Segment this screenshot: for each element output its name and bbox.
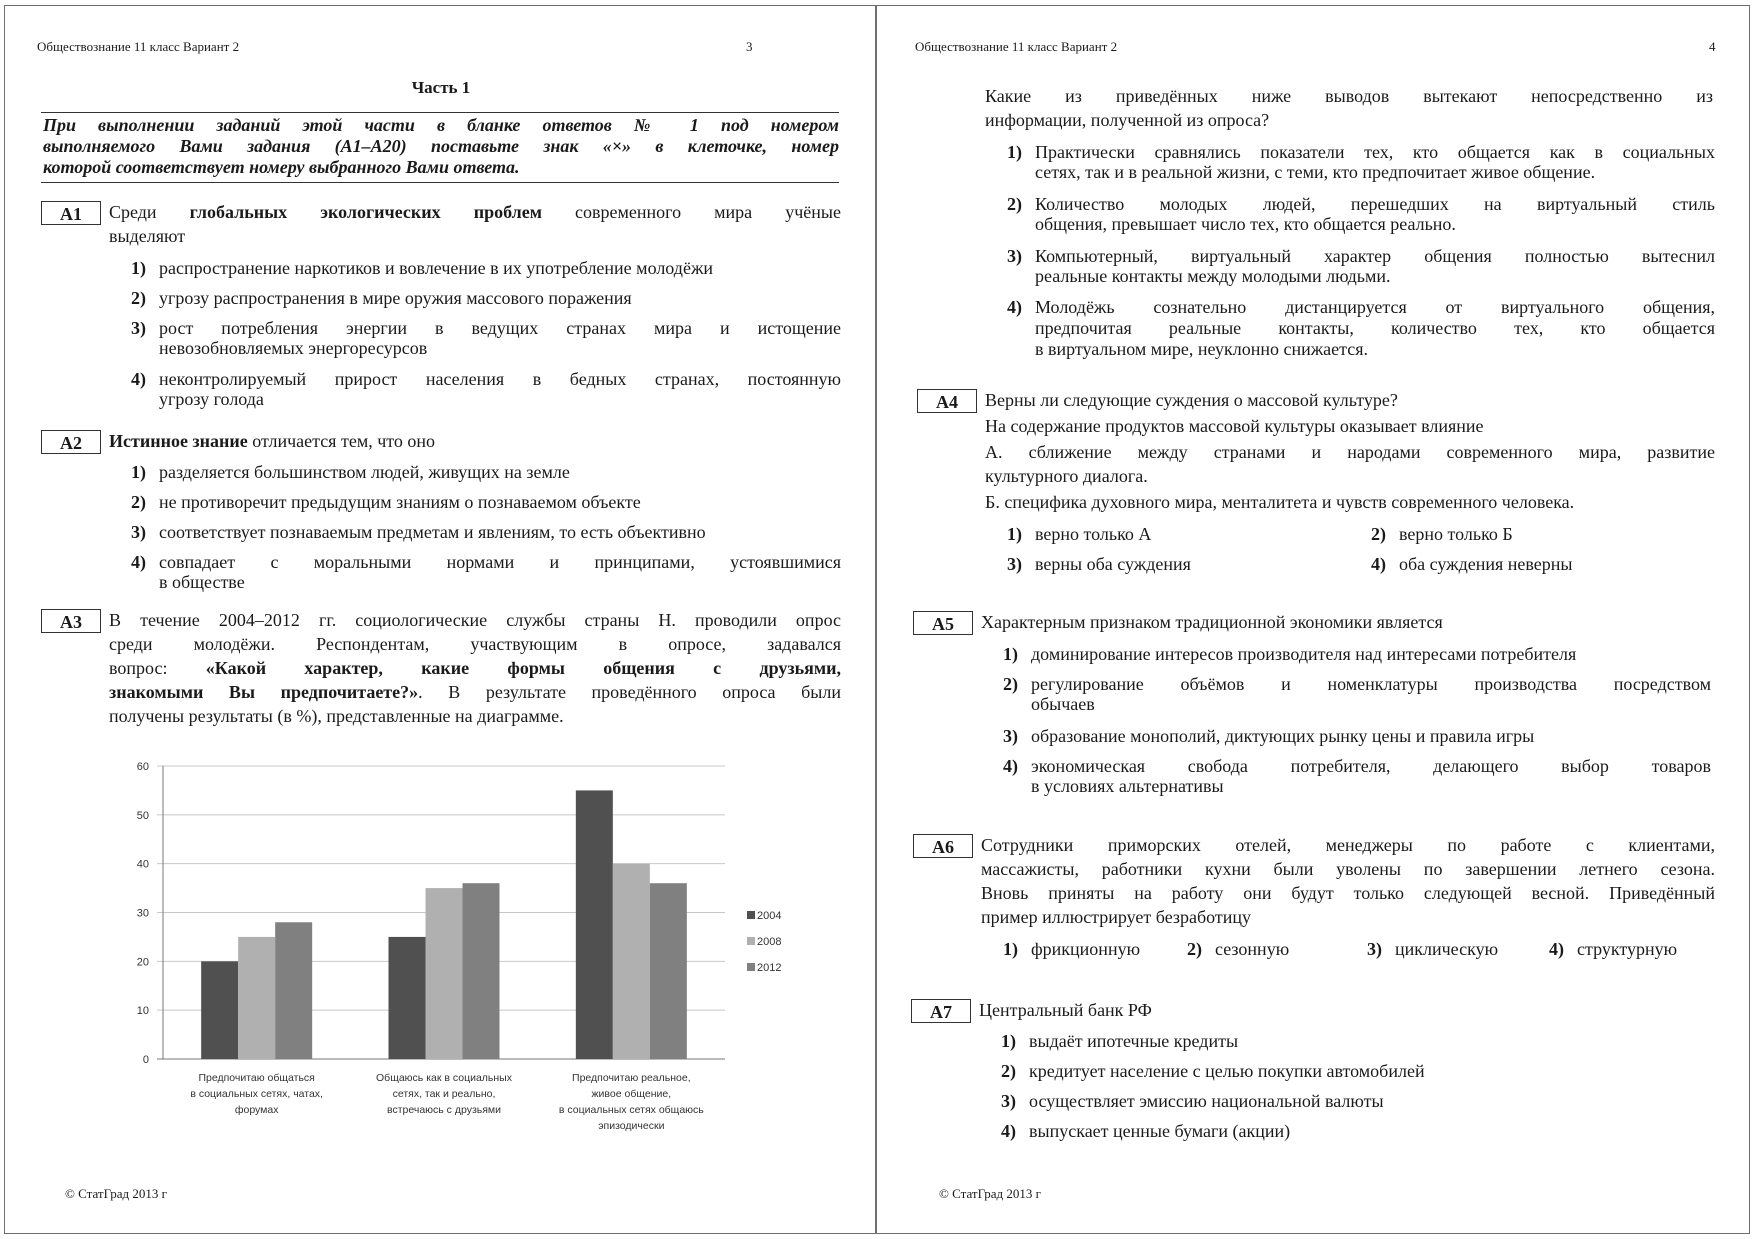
page-header-subject: Обществознание 11 класс Вариант 2 [37, 39, 240, 54]
a3-text-line2: среди молодёжи. Респондентам, участвующим в опросе, задавался [109, 634, 841, 654]
a3-option-3[interactable]: 3) Компьютерный, виртуальный характер общения полностью вытеснил реальные контакты между молодыми людьми. [1007, 246, 1715, 286]
legend-label: 2008 [757, 936, 782, 948]
a5-option-2[interactable]: 2) регулирование объёмов и номенклатуры производства посредством обычаев [1003, 674, 1711, 714]
y-tick-label: 20 [136, 956, 149, 969]
x-category-label: Предпочитаю общаться [198, 1072, 315, 1084]
page-footer: © СтатГрад 2013 г [65, 1186, 167, 1201]
x-category-label: в социальных сетях, чатах, [190, 1088, 323, 1100]
instruction-line: При выполнении заданий этой части в бланке ответов № 1 под номером [43, 115, 839, 135]
a6-question-line2: массажисты, работники кухни были уволены по завершении летнего сезона. [981, 859, 1715, 879]
y-tick-label: 10 [136, 1005, 149, 1018]
a6-question-line1: Сотрудники приморских отелей, менеджеры по работе с клиентами, [981, 835, 1715, 855]
legend-swatch [747, 937, 755, 945]
a4-question-line2: На содержание продуктов массовой культуры оказывает влияние [985, 416, 1484, 436]
x-category-label: встречаюсь с друзьями [387, 1104, 501, 1116]
question-number-a1: A1 [41, 201, 101, 225]
chart-x-labels [190, 1072, 704, 1132]
legend-label: 2012 [757, 962, 782, 974]
x-category-label: в социальных сетях общаюсь [558, 1104, 704, 1116]
page-header-subject: Обществознание 11 класс Вариант 2 [915, 39, 1118, 54]
divider [41, 182, 839, 183]
bar-2008-1 [238, 937, 275, 1059]
question-number-a4: A4 [917, 389, 977, 413]
a3-option-2[interactable]: 2) Количество молодых людей, перешедших на виртуальный стиль общения, превышает число тех, кто общается реально. [1007, 194, 1715, 234]
a5-option-4[interactable]: 4) экономическая свобода потребителя, делающего выбор товаров в условиях альтернативы [1003, 756, 1711, 796]
instruction-line: которой соответствует номеру выбранного Вами ответа. [43, 157, 520, 177]
a4-question-line4: культурного диалога. [985, 466, 1148, 486]
legend-swatch [747, 911, 755, 919]
y-tick-label: 40 [136, 858, 149, 871]
a3-text-line1: В течение 2004–2012 гг. социологические службы страны Н. проводили опрос [109, 610, 841, 630]
a2-question-text: Истинное знание отличается тем, что оно [109, 431, 436, 451]
question-number-a3: A3 [41, 609, 101, 633]
bar-2012-2 [463, 883, 500, 1059]
a4-question-line3: А. сближение между странами и народами современного мира, развитие [985, 442, 1715, 462]
a7-question-text: Центральный банк РФ [979, 1000, 1152, 1020]
a4-question-line1: Верны ли следующие суждения о массовой культуре? [985, 390, 1398, 410]
bar-2012-1 [275, 922, 312, 1059]
instructions [43, 115, 839, 178]
instruction-line: выполняемого Вами задания (А1–А20) поставьте знак «×» в клеточке, номер [43, 136, 839, 156]
a3-option-4[interactable]: 4) Молодёжь сознательно дистанцируется от виртуального общения, предпочитая реальные контакты, количество тех, кто общается в виртуальном мире, неуклонно снижается. [1007, 297, 1715, 359]
a3-text-line4: знакомыми Вы предпочитаете?». В результате проведённого опроса были [109, 682, 841, 702]
bar-2008-3 [613, 864, 650, 1059]
x-category-label: Общаюсь как в социальных [376, 1072, 512, 1084]
bar-2012-3 [650, 883, 687, 1059]
question-number-a2: A2 [41, 430, 101, 454]
bar-2004-1 [201, 961, 238, 1059]
a3-text-line5: получены результаты (в %), представленные на диаграмме. [109, 706, 564, 726]
left-page: Обществознание 11 класс Вариант 2 3 Часть 1 При выполнении заданий этой части в бланке ответов № 1 под номером выполняемого Вами задания (А1–А20) поставьте знак «×» в клеточке, номер которой соответствует номеру выбранного Вами ответа. A1 Среди глобальных экологических проблем современного мира учёные выделяют 1) распространение наркотиков и вовлечение в их употребление молодёжи 2) угрозу распространения в мире оружия массового поражения 3) рост потребления энергии в ведущих странах мира и истощение невозобновляемых энергоресурсов 4) неконтролируемый прирост населения в бедных странах, постоянную угрозу голода A2 Истинное знание отличается тем, что оно 1) разделяется большинством людей, живущих на земле 2) не противоречит предыдущим знаниям о познаваемом объекте 3) соответствует познаваемым предметам и явлениям, то есть объективно 4) совпадает с моральными нормами и принципами, устоявшимися в обществе A3 В течение 2004–2012 гг. социологические службы страны Н. проводили опрос среди молодёжи. Респондентам, участвующим в опросе, задавался вопрос: «Какой характер, какие формы общения с друзьями, знакомыми Вы предпочитаете?». В результате проведённого опроса были получены результаты (в %), представленные на диаграмме. 0 10 20 30 40 50 60 Предпочитаю общаться в социальных сетях, чатах, форумах Общаюсь как в социальных сетях, так и реально, встречаюсь с друзьями Предпочитаю реальное, живое общение, в социальных сетях общаюсь эпизодически 2004 2008 2012 © СтатГрад 2013 г [4, 5, 876, 1234]
x-category-label: сетях, так и реально, [392, 1088, 496, 1100]
bar-2004-2 [389, 937, 426, 1059]
question-number-a6: A6 [913, 834, 973, 858]
y-tick-label: 50 [136, 809, 149, 822]
a3-question-line1: Какие из приведённых ниже выводов вытекают непосредственно из [985, 86, 1713, 106]
part-title: Часть 1 [411, 78, 471, 97]
a3-option-1[interactable]: 1) Практически сравнялись показатели тех, кто общается как в социальных сетях, так и в реальной жизни, с теми, кто предпочитает живое общение. [1007, 142, 1715, 182]
chart-legend [747, 910, 781, 974]
a3-text-line3: вопрос: «Какой характер, какие формы общения с друзьями, [109, 658, 841, 678]
chart-y-ticks [137, 761, 149, 1066]
x-category-label: эпизодически [598, 1120, 665, 1132]
a1-question-text: Среди глобальных экологических проблем современного мира учёные [109, 202, 841, 222]
divider [41, 112, 839, 113]
x-category-label: форумах [234, 1104, 279, 1116]
a2-option-4[interactable]: 4) совпадает с моральными нормами и принципами, устоявшимися в обществе [131, 552, 841, 592]
x-category-label: живое общение, [591, 1088, 672, 1100]
y-tick-label: 0 [142, 1054, 149, 1066]
page-number: 3 [746, 39, 753, 54]
a4-question-line5: Б. специфика духовного мира, менталитета и чувств современного человека. [985, 492, 1575, 512]
a1-option-3[interactable]: 3) рост потребления энергии в ведущих странах мира и истощение невозобновляемых энергоресурсов [131, 318, 841, 358]
right-page: Обществознание 11 класс Вариант 2 4 Какие из приведённых ниже выводов вытекают непосредственно из информации, полученной из опроса? 1) Практически сравнялись показатели тех, кто общается как в социальных сетях, так и в реальной жизни, с теми, кто предпочитает живое общение. 2) Количество молодых людей, перешедших на виртуальный стиль общения, превышает число тех, кто общается реально. 3) Компьютерный, виртуальный характер общения полностью вытеснил реальные контакты между молодыми людьми. 4) Молодёжь сознательно дистанцируется от виртуального общения, предпочитая реальные контакты, количество тех, кто общается в виртуальном мире, неуклонно снижается. A4 Верны ли следующие суждения о массовой культуре? На содержание продуктов массовой культуры оказывает влияние А. сближение между странами и народами современного мира, развитие культурного диалога. Б. специфика духовного мира, менталитета и чувств современного человека. 1) верно только А 2) верно только Б 3) верны оба суждения 4) оба суждения неверны A5 Характерным признаком традиционной экономики является 1) доминирование интересов производителя над интересами потребителя 2) регулирование объёмов и номенклатуры производства посредством обычаев 3) образование монополий, диктующих рынку цены и правила игры 4) экономическая свобода потребителя, делающего выбор товаров в условиях альтернативы A6 Сотрудники приморских отелей, менеджеры по работе с клиентами, массажисты, работники кухни были уволены по завершении летнего сезона. Вновь приняты на работу они будут только следующей весной. Приведённый пример иллюстрирует безработицу 1) фрикционную 2) сезонную 3) циклическую 4) структурную A7 Центральный банк РФ 1) выдаёт ипотечные кредиты 2) кредитует население с целью покупки автомобилей 3) осуществляет эмиссию национальной валюты 4) выпускает ценные бумаги (акции) © СтатГрад 2013 г [876, 5, 1750, 1234]
chart-bars [201, 790, 687, 1059]
a6-question-line4: пример иллюстрирует безработицу [981, 907, 1252, 927]
y-tick-label: 30 [136, 907, 149, 920]
legend-swatch [747, 963, 755, 971]
a1-question-text-line2: выделяют [109, 226, 186, 246]
question-number-a5: A5 [913, 611, 973, 635]
question-number-a7: A7 [911, 999, 971, 1023]
a6-question-line3: Вновь приняты на работу они будут только следующей весной. Приведённый [981, 883, 1715, 903]
legend-label: 2004 [757, 910, 782, 922]
bar-2004-3 [576, 790, 613, 1059]
survey-bar-chart [105, 746, 805, 1146]
y-tick-label: 60 [136, 761, 149, 773]
a3-question-line2: информации, полученной из опроса? [985, 110, 1270, 130]
page-number: 4 [1709, 39, 1716, 54]
a1-option-4[interactable]: 4) неконтролируемый прирост населения в бедных странах, постоянную угрозу голода [131, 369, 841, 409]
bar-2008-2 [426, 888, 463, 1059]
page-footer: © СтатГрад 2013 г [939, 1186, 1041, 1201]
a5-question-text: Характерным признаком традиционной экономики является [981, 612, 1443, 632]
x-category-label: Предпочитаю реальное, [572, 1072, 691, 1084]
